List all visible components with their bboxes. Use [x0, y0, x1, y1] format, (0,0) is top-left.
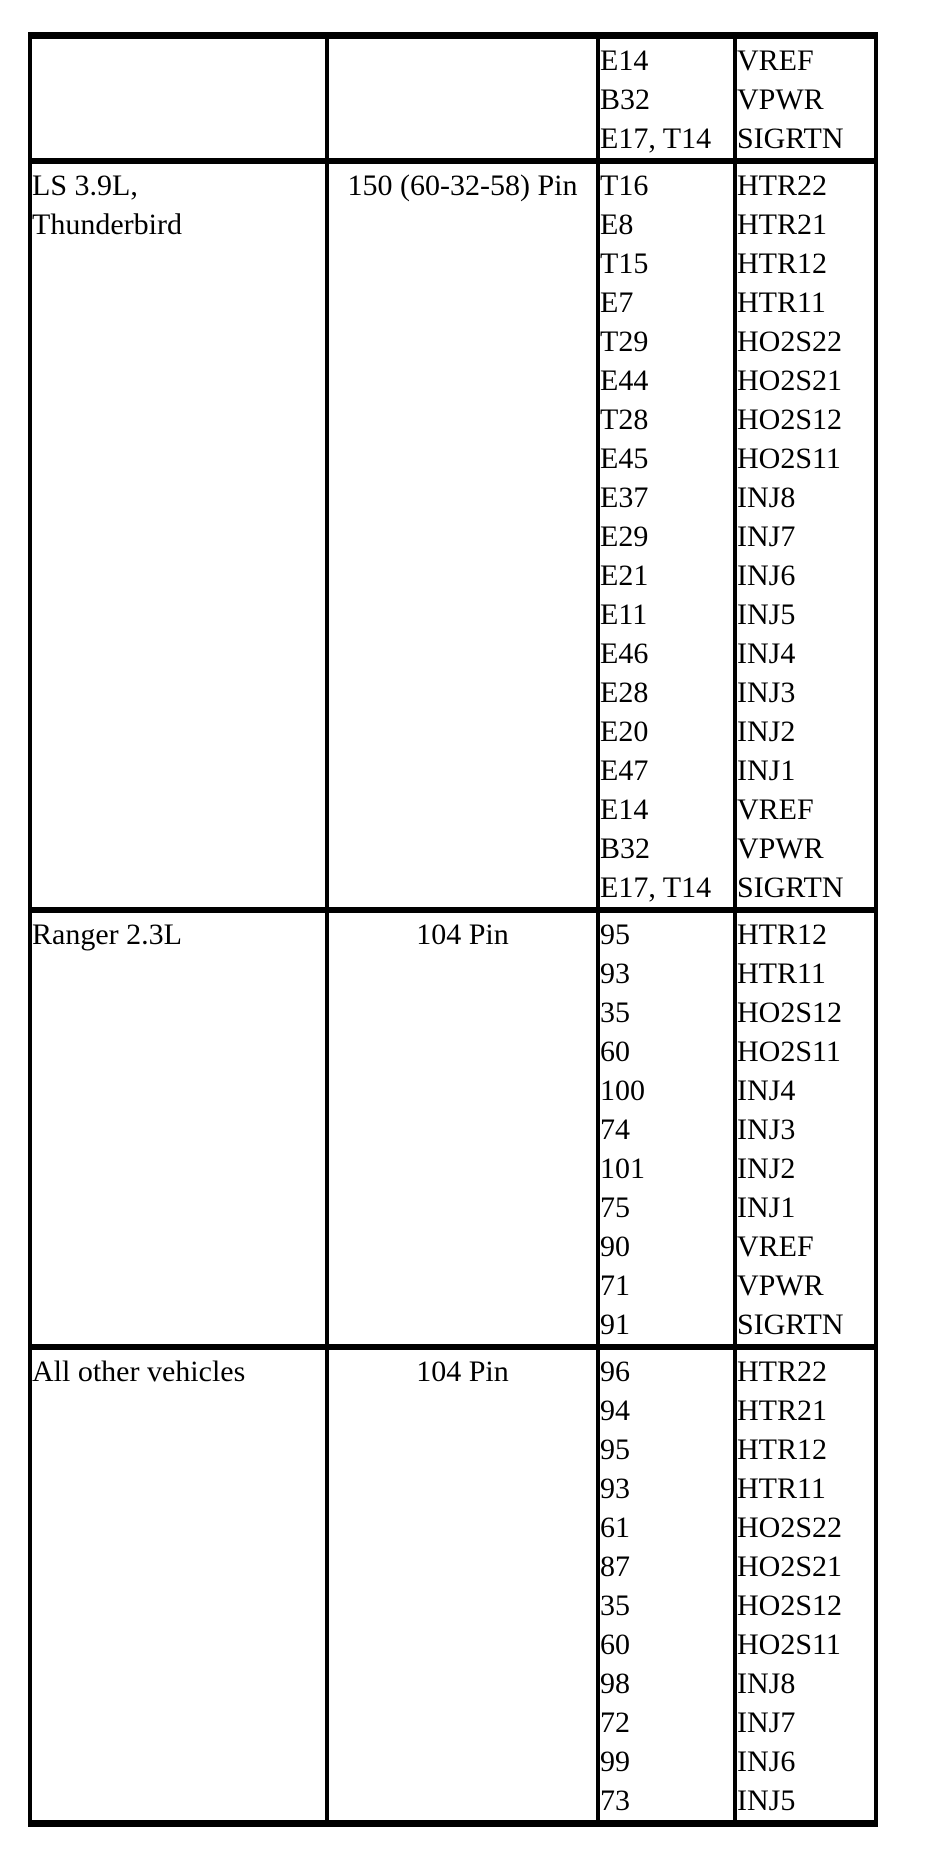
cell-line: HTR11: [737, 286, 826, 319]
cell-line: 72: [600, 1706, 630, 1739]
cell-line: 87: [600, 1550, 630, 1583]
cell-line: 99: [600, 1745, 630, 1778]
cell-line: T16: [600, 169, 649, 202]
cell-line: E8: [600, 208, 634, 241]
cell-line: INJ3: [737, 1113, 796, 1146]
cell-line: INJ6: [737, 1745, 796, 1778]
cell-line: VREF: [737, 1230, 814, 1263]
cell-line: E29: [600, 520, 649, 553]
cell-line: 96: [600, 1355, 630, 1388]
cell-line: HO2S12: [737, 1589, 843, 1622]
cell-line: All other vehicles: [32, 1355, 246, 1388]
vehicle-cell: [30, 36, 327, 162]
cell-line: 95: [600, 1433, 630, 1466]
cell-line: E7: [600, 286, 634, 319]
cell-line: HTR21: [737, 1394, 827, 1427]
pin-cell: [598, 1347, 735, 1824]
cell-line: 60: [600, 1628, 630, 1661]
cell-line: E47: [600, 754, 649, 787]
table-row-continuation: [30, 36, 876, 162]
vehicle-cell: [30, 910, 327, 1347]
cell-line: T29: [600, 325, 649, 358]
cell-line: HTR21: [737, 208, 827, 241]
cell-line: INJ2: [737, 1152, 796, 1185]
cell-line: 91: [600, 1308, 630, 1341]
cell-line: Ranger 2.3L: [32, 918, 182, 951]
cell-line: HO2S12: [737, 996, 843, 1029]
cell-line: INJ6: [737, 559, 796, 592]
cell-line: VREF: [737, 793, 814, 826]
cell-line: INJ1: [737, 754, 796, 787]
cell-line: HTR22: [737, 1355, 827, 1388]
cell-line: 35: [600, 996, 630, 1029]
cell-line: SIGRTN: [737, 1308, 844, 1341]
cell-line: SIGRTN: [737, 122, 844, 155]
cell-line: E45: [600, 442, 649, 475]
cell-line: 61: [600, 1511, 630, 1544]
cell-line: INJ1: [737, 1191, 796, 1224]
cell-line: INJ4: [737, 1074, 796, 1107]
cell-line: 95: [600, 918, 630, 951]
cell-line: INJ5: [737, 598, 796, 631]
cell-line: VPWR: [737, 832, 824, 865]
connector-cell: 104 Pin: [327, 910, 598, 1347]
cell-line: E20: [600, 715, 649, 748]
cell-line: 93: [600, 1472, 630, 1505]
table-row-all-other-vehicles: [30, 1347, 876, 1824]
cell-line: INJ8: [737, 481, 796, 514]
cell-line: 75: [600, 1191, 630, 1224]
cell-line: T15: [600, 247, 649, 280]
cell-line: INJ7: [737, 520, 796, 553]
cell-line: HO2S21: [737, 1550, 843, 1583]
cell-line: E44: [600, 364, 649, 397]
cell-line: 35: [600, 1589, 630, 1622]
cell-line: 90: [600, 1230, 630, 1263]
cell-line: INJ7: [737, 1706, 796, 1739]
cell-line: 100: [600, 1074, 645, 1107]
cell-line: HTR12: [737, 1433, 827, 1466]
signal-cell: [735, 910, 876, 1347]
signal-cell: [735, 36, 876, 162]
cell-line: VPWR: [737, 83, 824, 116]
cell-line: INJ4: [737, 637, 796, 670]
cell-line: LS 3.9L,: [32, 169, 138, 202]
cell-line: E28: [600, 676, 649, 709]
cell-line: 98: [600, 1667, 630, 1700]
cell-line: 74: [600, 1113, 630, 1146]
pcm-pinout-table: [28, 32, 878, 1827]
cell-line: E17, T14: [600, 122, 712, 155]
connector-cell: [327, 36, 598, 162]
cell-line: 71: [600, 1269, 630, 1302]
cell-line: VREF: [737, 44, 814, 77]
cell-line: 101: [600, 1152, 645, 1185]
vehicle-cell: [30, 161, 327, 910]
cell-line: HTR11: [737, 957, 826, 990]
cell-line: VPWR: [737, 1269, 824, 1302]
cell-line: E14: [600, 793, 649, 826]
cell-line: E46: [600, 637, 649, 670]
cell-line: INJ5: [737, 1784, 796, 1817]
cell-line: E21: [600, 559, 649, 592]
cell-line: 73: [600, 1784, 630, 1817]
connector-cell: 104 Pin: [327, 1347, 598, 1824]
cell-line: HTR22: [737, 169, 827, 202]
signal-cell: [735, 1347, 876, 1824]
vehicle-cell: [30, 1347, 327, 1824]
cell-line: T28: [600, 403, 649, 436]
cell-line: 60: [600, 1035, 630, 1068]
cell-line: HO2S11: [737, 1628, 841, 1661]
cell-line: INJ3: [737, 676, 796, 709]
cell-line: 93: [600, 957, 630, 990]
pin-cell: [598, 161, 735, 910]
table-row-ls-thunderbird: [30, 161, 876, 910]
cell-line: E11: [600, 598, 648, 631]
cell-line: E17, T14: [600, 871, 712, 904]
cell-line: 94: [600, 1394, 630, 1427]
cell-line: HO2S11: [737, 442, 841, 475]
cell-line: HTR12: [737, 247, 827, 280]
cell-line: SIGRTN: [737, 871, 844, 904]
cell-line: HO2S11: [737, 1035, 841, 1068]
cell-line: E37: [600, 481, 649, 514]
cell-line: HO2S21: [737, 364, 843, 397]
connector-cell: 150 (60-32-58) Pin: [327, 161, 598, 910]
cell-line: INJ8: [737, 1667, 796, 1700]
cell-line: INJ2: [737, 715, 796, 748]
signal-cell: [735, 161, 876, 910]
cell-line: HO2S22: [737, 325, 843, 358]
pin-cell: [598, 36, 735, 162]
cell-line: HO2S12: [737, 403, 843, 436]
cell-line: B32: [600, 832, 651, 865]
pin-cell: [598, 910, 735, 1347]
table-row-ranger: [30, 910, 876, 1347]
cell-line: Thunderbird: [32, 208, 182, 241]
cell-line: HO2S22: [737, 1511, 843, 1544]
cell-line: B32: [600, 83, 651, 116]
cell-line: E14: [600, 44, 649, 77]
cell-line: HTR12: [737, 918, 827, 951]
cell-line: HTR11: [737, 1472, 826, 1505]
